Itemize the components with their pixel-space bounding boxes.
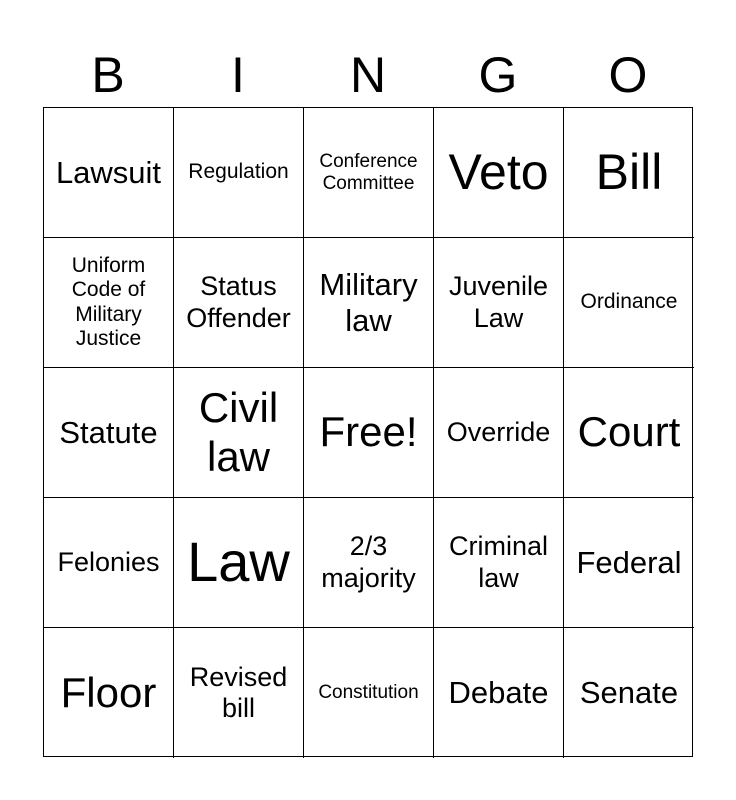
bingo-cell[interactable]: Law — [174, 498, 304, 628]
bingo-cell[interactable]: Criminal law — [434, 498, 564, 628]
bingo-cell[interactable]: Constitution — [304, 628, 434, 758]
bingo-cell[interactable]: Debate — [434, 628, 564, 758]
header-letter-n: N — [349, 47, 387, 103]
header-letter-i: I — [231, 47, 245, 103]
bingo-cell[interactable]: Override — [434, 368, 564, 498]
bingo-cell[interactable]: Statute — [44, 368, 174, 498]
bingo-cell[interactable]: Court — [564, 368, 694, 498]
header-letter-b: B — [91, 47, 125, 103]
bingo-cell[interactable]: Status Offender — [174, 238, 304, 368]
header-letter-o: O — [608, 47, 648, 103]
bingo-cell[interactable]: Bill — [564, 108, 694, 238]
bingo-cell[interactable]: Floor — [44, 628, 174, 758]
bingo-cell[interactable]: Revised bill — [174, 628, 304, 758]
bingo-board — [43, 107, 693, 757]
bingo-cell[interactable]: Uniform Code of Military Justice — [44, 238, 174, 368]
bingo-cell-free[interactable]: Free! — [304, 368, 434, 498]
bingo-cell[interactable]: Military law — [304, 238, 434, 368]
bingo-cell[interactable]: Senate — [579, 675, 679, 711]
bingo-cell[interactable]: Civil law — [174, 368, 304, 498]
bingo-cell[interactable]: Juvenile Law — [434, 238, 564, 368]
bingo-cell[interactable]: Conference Committee — [304, 108, 434, 238]
bingo-cell[interactable]: 2/3 majority — [304, 498, 434, 628]
bingo-cell[interactable]: Felonies — [44, 498, 174, 628]
bingo-cell[interactable]: Federal — [564, 498, 694, 628]
bingo-cell[interactable]: Ordinance — [564, 238, 694, 368]
bingo-cell[interactable]: Regulation — [174, 108, 304, 238]
bingo-header — [43, 44, 693, 106]
bingo-cell[interactable]: Lawsuit — [44, 108, 174, 238]
header-letter-g: G — [478, 47, 518, 103]
bingo-cell[interactable]: Veto — [434, 108, 564, 238]
